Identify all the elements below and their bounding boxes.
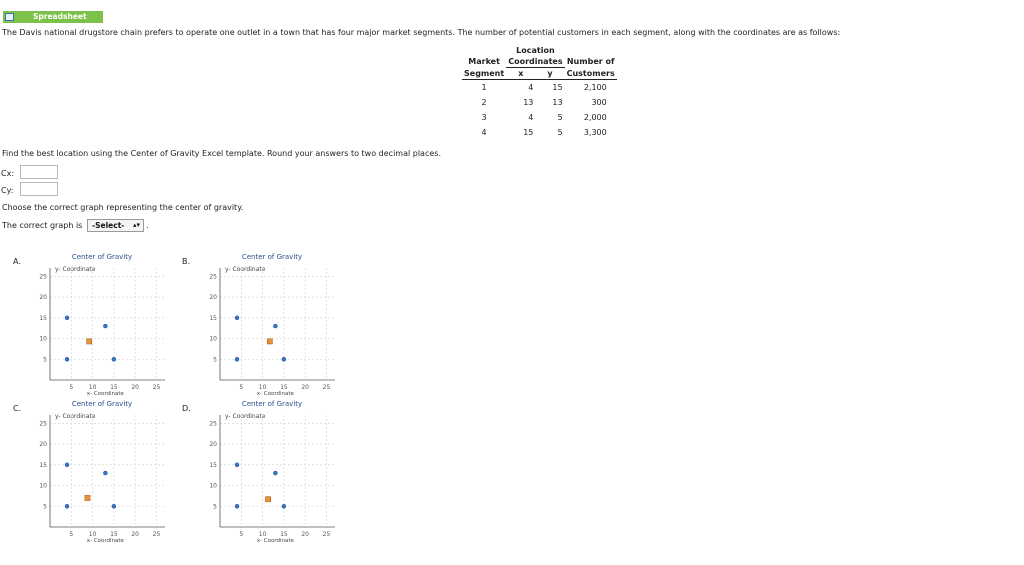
- x-tick-label: 25: [152, 384, 161, 391]
- y-tick-label: 15: [209, 461, 217, 469]
- table-row: [462, 125, 617, 140]
- center-of-gravity-point: [85, 495, 90, 500]
- x-axis-label: x- Coordinate: [86, 391, 124, 397]
- segment-point: [112, 357, 116, 361]
- option-c-letter: C.: [13, 404, 22, 413]
- chart-b: [200, 250, 340, 397]
- center-of-gravity-point: [267, 339, 272, 344]
- segment-cell: 3: [481, 113, 487, 122]
- customers-cell: 2,100: [583, 83, 607, 92]
- graph-select-value: -Select-: [92, 221, 125, 230]
- segment-point: [103, 324, 107, 328]
- cx-input[interactable]: [20, 165, 58, 179]
- y-cell: 5: [557, 113, 563, 122]
- customers-cell: 3,300: [583, 128, 607, 137]
- y-axis-label: y- Coordinate: [55, 413, 96, 420]
- cy-input[interactable]: [20, 182, 58, 196]
- x-tick-label: 5: [239, 384, 244, 391]
- x-tick-label: 20: [301, 531, 310, 538]
- customers-header: Customers: [566, 68, 615, 78]
- y-tick-label: 10: [39, 335, 47, 343]
- x-tick-label: 10: [258, 531, 267, 538]
- x-tick-label: 20: [301, 384, 310, 391]
- y-cell: 15: [552, 83, 563, 92]
- x-tick-label: 5: [69, 531, 74, 538]
- y-tick-label: 15: [39, 314, 47, 322]
- segment-cell: 4: [481, 128, 487, 137]
- x-tick-label: 10: [88, 531, 97, 538]
- x-tick-label: 15: [110, 531, 118, 538]
- x-tick-label: 5: [69, 384, 74, 391]
- y-tick-label: 25: [209, 273, 217, 281]
- segment-point: [273, 324, 277, 328]
- center-of-gravity-point: [87, 339, 92, 344]
- x-tick-label: 5: [239, 531, 244, 538]
- location-header: Location: [516, 46, 555, 55]
- period: .: [146, 221, 149, 230]
- graph-option-a[interactable]: [30, 250, 170, 397]
- x-tick-label: 20: [131, 384, 140, 391]
- y-cell: 13: [552, 98, 563, 107]
- chart-d: [200, 397, 340, 544]
- instruction-text: Find the best location using the Center of Gravity Excel template. Round your answers to two decimal places.: [2, 149, 441, 158]
- option-a-letter: A.: [13, 257, 21, 266]
- x-tick-label: 20: [131, 531, 140, 538]
- problem-intro: The Davis national drugstore chain prefers to operate one outlet in a town that has four major market segments. The number of potential customers in each segment, along with the coordinates are as follows:: [2, 28, 841, 37]
- option-b-letter: B.: [182, 257, 191, 266]
- y-tick-label: 20: [209, 441, 217, 449]
- y-tick-label: 25: [209, 420, 217, 428]
- x-axis-label: x- Coordinate: [256, 391, 294, 397]
- segment-cell: 2: [481, 98, 487, 107]
- x-tick-label: 25: [322, 531, 331, 538]
- x-tick-label: 25: [152, 531, 161, 538]
- y-axis-label: y- Coordinate: [225, 266, 266, 273]
- coordinates-header: Coordinates: [508, 57, 563, 66]
- x-tick-label: 15: [280, 531, 288, 538]
- y-tick-label: 10: [209, 335, 217, 343]
- table-row: [462, 110, 617, 125]
- y-tick-label: 15: [39, 461, 47, 469]
- x-axis-label: x- Coordinate: [256, 538, 294, 544]
- chart-title: Center of Gravity: [71, 400, 133, 408]
- chart-title: Center of Gravity: [241, 253, 303, 261]
- y-tick-label: 25: [39, 420, 47, 428]
- graph-select[interactable]: [87, 219, 144, 232]
- y-tick-label: 5: [213, 356, 217, 364]
- segment-point: [65, 463, 69, 467]
- chart-title: Center of Gravity: [241, 400, 303, 408]
- y-tick-label: 15: [209, 314, 217, 322]
- segment-point: [65, 504, 69, 508]
- cy-label: Cy:: [1, 186, 14, 195]
- x-header: x: [506, 68, 535, 80]
- table-row: [462, 80, 617, 96]
- option-d-letter: D.: [182, 404, 191, 413]
- graph-option-b[interactable]: [200, 250, 340, 397]
- table-row: [462, 95, 617, 110]
- x-cell: 13: [523, 98, 534, 107]
- x-tick-label: 25: [322, 384, 331, 391]
- y-tick-label: 20: [39, 441, 47, 449]
- y-header: y: [535, 68, 564, 80]
- y-tick-label: 20: [209, 294, 217, 302]
- market-segment-table: [462, 45, 617, 140]
- chart-title: Center of Gravity: [71, 253, 133, 261]
- segment-header: Segment: [464, 68, 505, 78]
- segment-point: [103, 471, 107, 475]
- segment-point: [235, 463, 239, 467]
- y-tick-label: 20: [39, 294, 47, 302]
- spreadsheet-link[interactable]: [3, 11, 103, 23]
- customers-cell: 300: [591, 98, 607, 107]
- segment-point: [235, 504, 239, 508]
- chart-c: [30, 397, 170, 544]
- y-tick-label: 25: [39, 273, 47, 281]
- segment-point: [235, 357, 239, 361]
- x-cell: 15: [523, 128, 534, 137]
- y-cell: 5: [557, 128, 563, 137]
- cx-label: Cx:: [1, 169, 15, 178]
- y-tick-label: 5: [43, 503, 47, 511]
- select-arrows-icon: ▴▾: [132, 221, 140, 229]
- y-axis-label: y- Coordinate: [225, 413, 266, 420]
- segment-point: [235, 316, 239, 320]
- segment-point: [273, 471, 277, 475]
- segment-cell: 1: [481, 83, 487, 92]
- segment-point: [282, 504, 286, 508]
- x-cell: 4: [528, 83, 534, 92]
- x-cell: 4: [528, 113, 534, 122]
- graph-option-c[interactable]: [30, 397, 170, 544]
- y-tick-label: 10: [39, 482, 47, 490]
- y-tick-label: 10: [209, 482, 217, 490]
- spreadsheet-icon: [5, 13, 14, 21]
- y-tick-label: 5: [43, 356, 47, 364]
- y-tick-label: 5: [213, 503, 217, 511]
- customers-cell: 2,000: [583, 113, 607, 122]
- segment-point: [282, 357, 286, 361]
- x-tick-label: 15: [110, 384, 118, 391]
- center-of-gravity-point: [266, 497, 271, 502]
- x-tick-label: 10: [88, 384, 97, 391]
- segment-point: [65, 316, 69, 320]
- market-header: Market: [468, 57, 500, 67]
- segment-point: [65, 357, 69, 361]
- x-tick-label: 10: [258, 384, 267, 391]
- graph-is-text: The correct graph is: [2, 221, 83, 230]
- x-axis-label: x- Coordinate: [86, 538, 124, 544]
- number-of-header: Number of: [566, 57, 615, 67]
- chart-a: [30, 250, 170, 397]
- spreadsheet-label: Spreadsheet: [33, 12, 87, 21]
- segment-point: [112, 504, 116, 508]
- graph-option-d[interactable]: [200, 397, 340, 544]
- y-axis-label: y- Coordinate: [55, 266, 96, 273]
- choose-graph-text: Choose the correct graph representing the center of gravity.: [2, 203, 244, 212]
- x-tick-label: 15: [280, 384, 288, 391]
